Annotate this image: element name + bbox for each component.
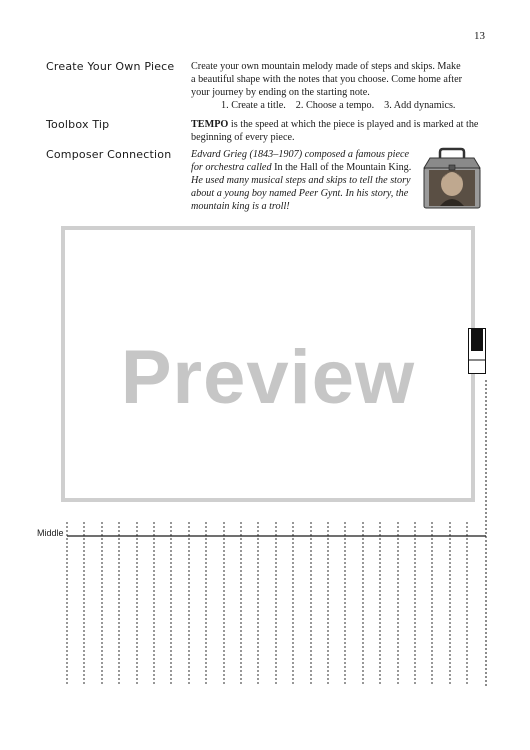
tempo-definition: is the speed at which the piece is played and is marked at the beginning of every piece. bbox=[191, 119, 479, 143]
step-1: 1. Create a title. bbox=[221, 100, 286, 111]
composer-part-2: He used many musical steps and skips to tell the story about a young boy named Peer Gynt. In his story, the mountain king is a troll! bbox=[191, 175, 411, 212]
toolbox-heading: Toolbox Tip bbox=[46, 118, 110, 131]
create-heading: Create Your Own Piece bbox=[46, 60, 175, 73]
composer-part-1: Edvard Grieg (1843–1907) composed a famous piece for orchestra called bbox=[191, 149, 410, 173]
piano-keys-icon bbox=[468, 328, 486, 374]
create-line-3: your journey by ending on the starting note. bbox=[191, 87, 370, 98]
step-3: 3. Add dynamics. bbox=[384, 100, 456, 111]
dashed-guide-lines bbox=[67, 522, 467, 686]
preview-watermark bbox=[61, 226, 475, 502]
create-line-1: Create your own mountain melody made of steps and skips. Make bbox=[191, 61, 461, 72]
create-line-2: a beautiful shape with the notes that you choose. Come home after bbox=[191, 74, 463, 85]
page-number: 13 bbox=[474, 30, 485, 42]
step-2: 2. Choose a tempo. bbox=[295, 100, 375, 111]
preview-watermark-text: Preview bbox=[120, 335, 416, 420]
tempo-term: TEMPO bbox=[191, 119, 229, 130]
middle-label: Middle bbox=[37, 528, 64, 538]
composer-heading: Composer Connection bbox=[46, 148, 172, 161]
composer-piece-title: In the Hall of the Mountain King. bbox=[271, 162, 412, 173]
